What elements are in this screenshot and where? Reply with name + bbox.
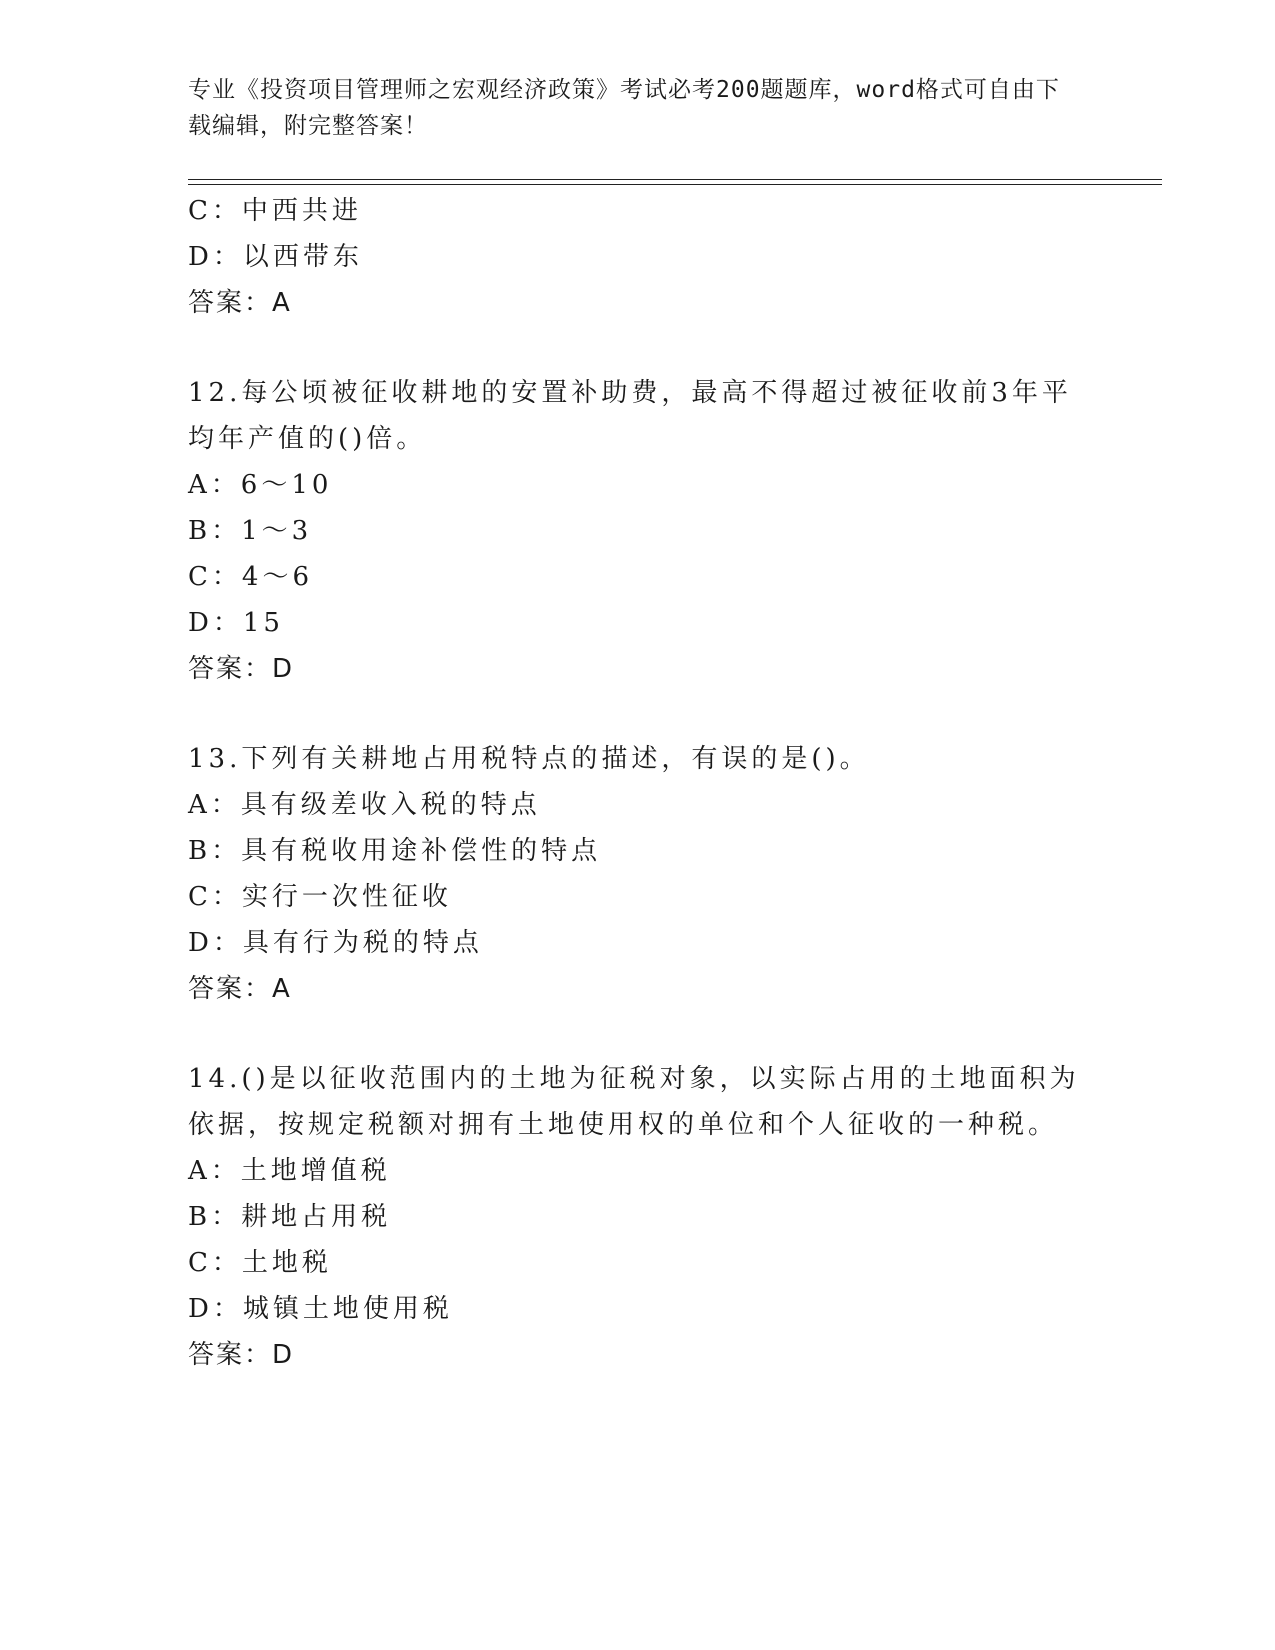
option-text: 耕地占用税 [241,1202,392,1232]
answer-label: 答案： [188,288,273,318]
option-text: 以西带东 [242,242,363,272]
document-body [188,188,1088,1378]
option-text: 土地税 [241,1248,332,1278]
header-rule-top [188,179,1162,180]
option-label: B： [188,1202,242,1232]
option-b [188,508,1088,554]
question-12 [188,370,1088,692]
question-stem: 13.下列有关耕地占用税特点的描述，有误的是()。 [188,744,870,774]
option-b [188,1194,1088,1240]
question-13 [188,736,1088,1012]
answer-line [188,280,1088,326]
option-c [188,554,1088,600]
option-label: B： [188,836,242,866]
option-label: D： [188,242,243,272]
option-c [188,874,1088,920]
option-text: 具有行为税的特点 [242,928,483,958]
answer-value: D [272,654,295,684]
option-text: 4～6 [241,562,313,592]
option-text: 中西共进 [241,196,362,226]
answer-label: 答案： [188,974,273,1004]
answer-line [188,1332,1088,1378]
option-label: A： [188,470,241,500]
option-label: C： [188,1248,242,1278]
option-label: D： [188,928,243,958]
option-label: B： [188,516,242,546]
option-b [188,828,1088,874]
option-label: C： [188,882,242,912]
answer-value: D [272,1340,295,1370]
option-label: C： [188,196,242,226]
question-stem: 12.每公顷被征收耕地的安置补助费，最高不得超过被征收前3年平均年产值的()倍。 [188,378,1072,454]
option-text: 土地增值税 [240,1156,391,1186]
option-text: 6～10 [240,470,333,500]
option-text: 城镇土地使用税 [242,1294,453,1324]
option-d [188,600,1088,646]
question-14 [188,1056,1088,1378]
option-label: A： [188,790,241,820]
option-c [188,188,1088,234]
question-stem: 14.()是以征收范围内的土地为征税对象，以实际占用的土地面积为依据，按规定税额对拥有土地使用权的单位和个人征收的一种税。 [188,1064,1080,1140]
option-text: 1～3 [241,516,313,546]
option-label: D： [188,1294,243,1324]
answer-line [188,646,1088,692]
question-fragment [188,188,1088,326]
option-d [188,234,1088,280]
option-a [188,1148,1088,1194]
document-header: 专业《投资项目管理师之宏观经济政策》考试必考200题题库，word格式可自由下载编辑，附完整答案！ [188,77,1060,139]
option-a [188,782,1088,828]
header-rule-bottom [188,184,1162,185]
option-text: 实行一次性征收 [241,882,452,912]
option-label: D： [188,608,243,638]
option-d [188,920,1088,966]
option-label: C： [188,562,242,592]
answer-value: A [272,288,292,318]
answer-label: 答案： [188,1340,273,1370]
option-a [188,462,1088,508]
answer-line [188,966,1088,1012]
option-d [188,1286,1088,1332]
option-c [188,1240,1088,1286]
option-text: 具有级差收入税的特点 [240,790,541,820]
option-text: 具有税收用途补偿性的特点 [241,836,602,866]
option-text: 15 [242,608,284,638]
answer-label: 答案： [188,654,273,684]
answer-value: A [272,974,292,1004]
option-label: A： [188,1156,241,1186]
